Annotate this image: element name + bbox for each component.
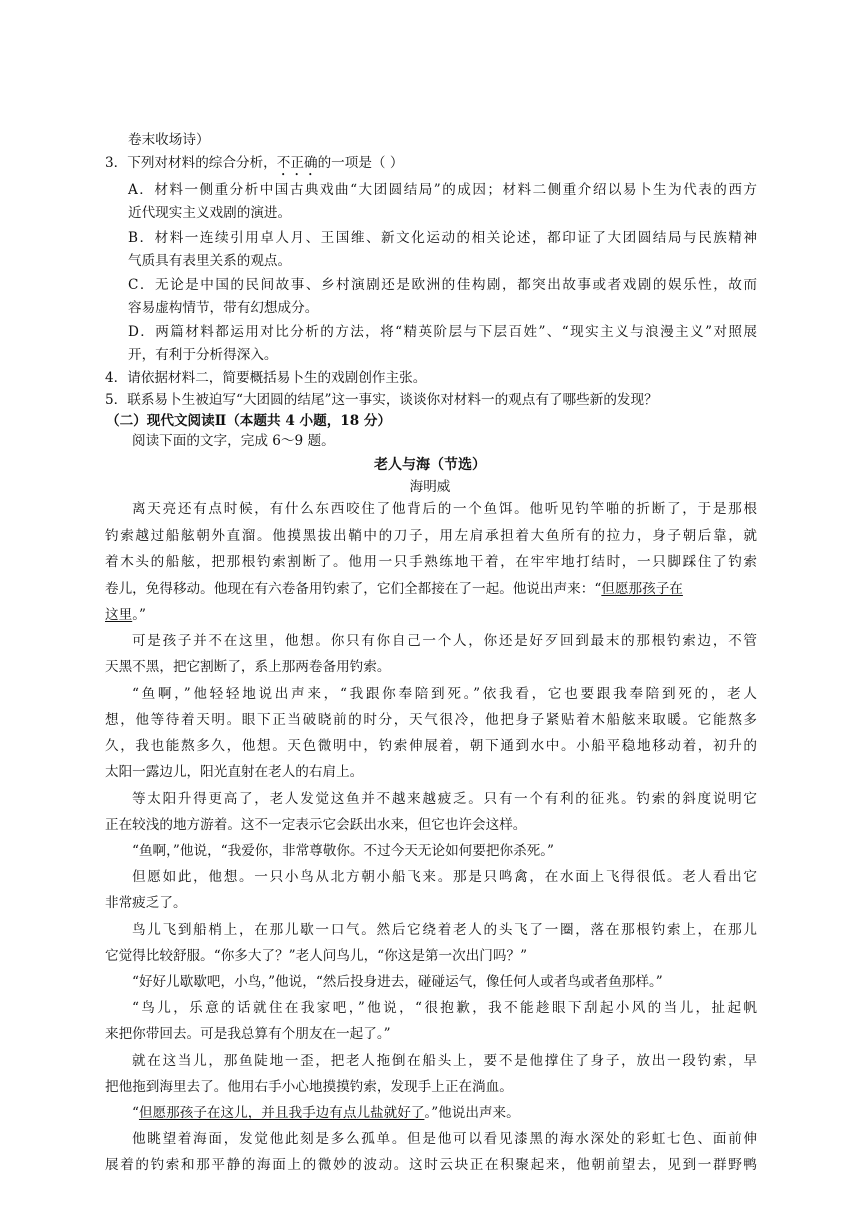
p2-line2: 天黑不黑，把它割断了，系上那两卷备用钓索。 — [105, 659, 391, 675]
p1-line2: 钓索越过船舷朝外直溜。他摸黑拔出鞘中的刀子，用左肩承担着大鱼所有的拉力，身子朝后靠，就 — [105, 528, 757, 544]
p7-line2: 它觉得比较舒服。“你多大了？”老人问鸟儿，“你这是第一次出门吗？” — [105, 948, 528, 964]
p5-line1: “鱼啊，”他说，“我爱你，非常尊敬你。不过今天无论如何要把你杀死。” — [132, 843, 555, 859]
option-c-line1: C．无论是中国的民间故事、乡村演剧还是欧洲的佳构剧，都突出故事或者戏剧的娱乐性，故而 — [128, 277, 757, 293]
p1-line1: 离天亮还有点时候，有什么东西咬住了他背后的一个鱼饵。他听见钓竿啪的折断了，于是那根 — [132, 501, 757, 517]
option-a-line1: A．材料一侧重分析中国古典戏曲“大团圆结局”的成因；材料二侧重介绍以易卜生为代表的西方 — [128, 182, 757, 198]
p12-line2: 展着的钓索和那平静的海面上的微妙的波动。这时云块正在积聚起来，他朝前望去，见到一群野鸭 — [105, 1157, 757, 1173]
passage-author: 海明威 — [409, 479, 451, 495]
q2-tail: 卷末收场诗） — [128, 132, 210, 148]
question-5: 5．联系易卜生被迫写“大团圆的结尾”这一事实，谈谈你对材料一的观点有了哪些新的发现？ — [105, 392, 658, 408]
p1-line3: 着木头的船舷，把那根钓索割断了。他用一只手熟练地干着，在牢牢地打结时，一只脚踩住了钓索 — [105, 554, 757, 570]
instruction: 阅读下面的文字，完成 6～9 题。 — [132, 433, 335, 449]
option-d-line2: 开，有利于分析得深入。 — [128, 347, 278, 363]
p9-line1: “鸟儿，乐意的话就住在我家吧，”他说，“很抱歉，我不能趁眼下刮起小风的当儿，扯起帆 — [132, 1000, 757, 1016]
p3-line3: 久，我也能熬多久，他想。天色微明中，钓索伸展着，朝下通到水中。小船平稳地移动着，初升的 — [105, 738, 757, 754]
option-a-line2: 近代现实主义戏剧的演进。 — [128, 205, 292, 221]
section-heading: （二）现代文阅读Ⅱ（本题共 4 小题，18 分） — [106, 413, 392, 429]
p1-underline-end: 这里 — [105, 607, 133, 623]
p1-underline-start: 但愿那孩子在 — [601, 581, 683, 597]
question-4: 4．请依据材料二，简要概括易卜生的戏剧创作主张。 — [105, 370, 427, 386]
option-b-line1: B．材料一连续引用卓人月、王国维、新文化运动的相关论述，都印证了大团圆结局与民族精神 — [128, 230, 757, 246]
option-b-line2: 气质具有表里关系的观点。 — [128, 253, 292, 269]
question-3 — [105, 153, 403, 179]
p2-line1: 可是孩子并不在这里，他想。你只有你自己一个人，你还是好歹回到最末的那根钓索边，不管 — [132, 633, 757, 649]
p3-line2: 想，他等待着天明。眼下正当破晓前的时分，天气很冷，他把身子紧贴着木船舷来取暖。它能熬多 — [105, 712, 757, 728]
p3-line1: “鱼啊，”他轻轻地说出声来，“我跟你奉陪到死。”依我看，它也要跟我奉陪到死的，老人 — [132, 686, 757, 702]
p4-line1: 等太阳升得更高了，老人发觉这鱼并不越来越疲乏。只有一个有利的征兆。钓索的斜度说明它 — [132, 791, 757, 807]
p4-line2: 正在较浅的地方游着。这不一定表示它会跃出水来，但它也许会这样。 — [105, 817, 527, 833]
p11-line1 — [132, 1103, 520, 1123]
p7-line1: 鸟儿飞到船梢上，在那儿歇一口气。然后它绕着老人的头飞了一圈，落在那根钓索上，在那儿 — [132, 922, 757, 938]
p9-line2: 来把你带回去。可是我总算有个朋友在一起了。” — [105, 1026, 391, 1042]
q3-suffix: 的一项是（ ） — [317, 155, 404, 171]
p6-line2: 非常疲乏了。 — [105, 895, 187, 911]
p1-line4-text: 卷儿，免得移动。他现在有六卷备用钓索了，它们全都接在了一起。他说出声来：“ — [105, 581, 602, 597]
p11-underlined-sentence: 但愿那孩子在这儿，并且我手边有点儿盐就好了 — [138, 1105, 425, 1121]
p12-line1: 他眺望着海面，发觉他此刻是多么孤单。但是他可以看见漆黑的海水深处的彩虹七色、面前伸 — [132, 1131, 757, 1147]
p1-line4 — [105, 579, 683, 599]
option-c-line2: 容易虚构情节，带有幻想成分。 — [128, 300, 319, 316]
p8-line1: “好好儿歇歇吧，小鸟，”他说，“然后投身进去，碰碰运气，像任何人或者鸟或者鱼那样。” — [132, 974, 663, 990]
passage-title: 老人与海（节选） — [374, 457, 486, 473]
p1-line5 — [105, 605, 146, 625]
p11-open-quote: “ — [132, 1105, 139, 1121]
p6-line1: 但愿如此，他想。一只小鸟从北方朝小船飞来。那是只鸣禽，在水面上飞得很低。老人看出它 — [132, 869, 757, 885]
p11-close: 。”他说出声来。 — [424, 1105, 520, 1121]
p10-line2: 把他拖到海里去了。他用右手小心地摸摸钓索，发现手上正在淌血。 — [105, 1079, 513, 1095]
p3-line4: 太阳一露边儿，阳光直射在老人的右肩上。 — [105, 764, 364, 780]
p1-line5-close: 。” — [132, 607, 146, 623]
option-d-line1: D．两篇材料都运用对比分析的方法，将“精英阶层与下层百姓”、“现实主义与浪漫主义”对照展 — [128, 324, 757, 340]
q3-prefix: 3．下列对材料的综合分析， — [105, 155, 277, 171]
p10-line1: 就在这当儿，那鱼陡地一歪，把老人拖倒在船头上，要不是他撑住了身子，放出一段钓索，早 — [132, 1053, 757, 1069]
q3-emphasis: 不正确 — [276, 155, 318, 171]
